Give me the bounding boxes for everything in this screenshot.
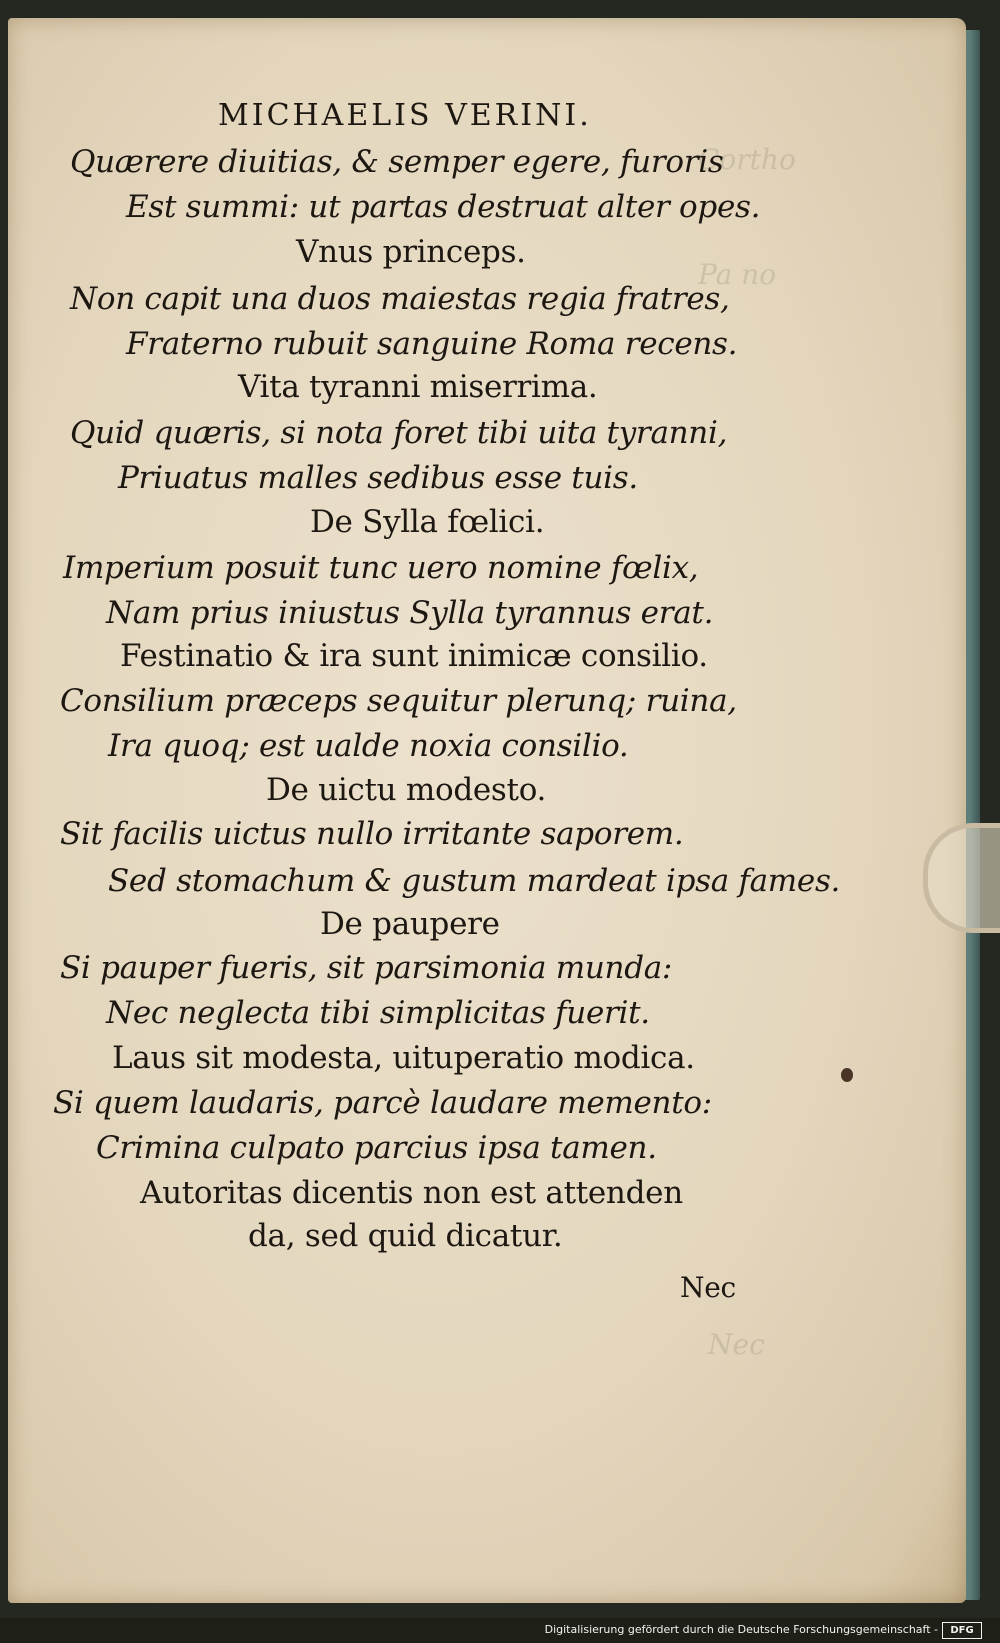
show-through-text: Pa no [698,258,777,291]
verse-line: Si quem laudaris, parcè laudare memento: [53,1085,712,1121]
section-heading: De Sylla fœlici. [310,504,545,540]
verse-line: Est summi: ut partas destruat alter opes. [126,189,761,225]
verse-line: Quid quæris, si nota foret tibi uita tyranni, [70,415,728,451]
section-heading: Vita tyranni miserrima. [238,369,598,405]
section-heading: De paupere [320,906,500,942]
verse-line: Consilium præceps sequitur plerunq; ruina, [60,683,737,719]
verse-line: Sed stomachum & gustum mardeat ipsa fames. [108,863,841,899]
verse-line: Ira quoq; est ualde noxia consilio. [108,728,629,764]
section-heading: Autoritas dicentis non est attenden [140,1175,683,1211]
page-clip [923,823,1000,933]
ink-spot [841,1068,853,1082]
verse-line: Quærere diuitias, & semper egere, furoris [70,144,724,180]
running-head: MICHAELIS VERINI. [218,98,592,133]
digitization-footer [0,1618,1000,1643]
verse-line: Nam prius iniustus Sylla tyrannus erat. [106,595,714,631]
book-page [8,18,966,1603]
dfg-logo: DFG [942,1622,982,1639]
verse-line: Non capit una duos maiestas regia fratres, [70,281,730,317]
verse-line: Nec neglecta tibi simplicitas fuerit. [106,995,650,1031]
section-heading: De uictu modesto. [266,772,547,808]
funding-notice: Digitalisierung gefördert durch die Deutsche Forschungsgemeinschaft - [544,1623,938,1636]
verse-line: Crimina culpato parcius ipsa tamen. [96,1130,657,1166]
section-heading: Festinatio & ira sunt inimicæ consilio. [120,638,708,674]
verse-line: Si pauper fueris, sit parsimonia munda: [60,950,673,986]
catchword: Nec [680,1271,736,1304]
verse-line: Sit facilis uictus nullo irritante saporem. [60,816,684,852]
verse-line: Imperium posuit tunc uero nomine fœlix, [63,550,699,586]
show-through-text: Cortho [698,143,796,176]
section-heading: Laus sit modesta, uituperatio modica. [112,1040,695,1076]
verse-line: Priuatus malles sedibus esse tuis. [118,460,638,496]
show-through-text: Nec [708,1328,765,1361]
section-heading: da, sed quid dicatur. [248,1218,563,1254]
section-heading: Vnus princeps. [296,234,526,270]
verse-line: Fraterno rubuit sanguine Roma recens. [126,326,738,362]
